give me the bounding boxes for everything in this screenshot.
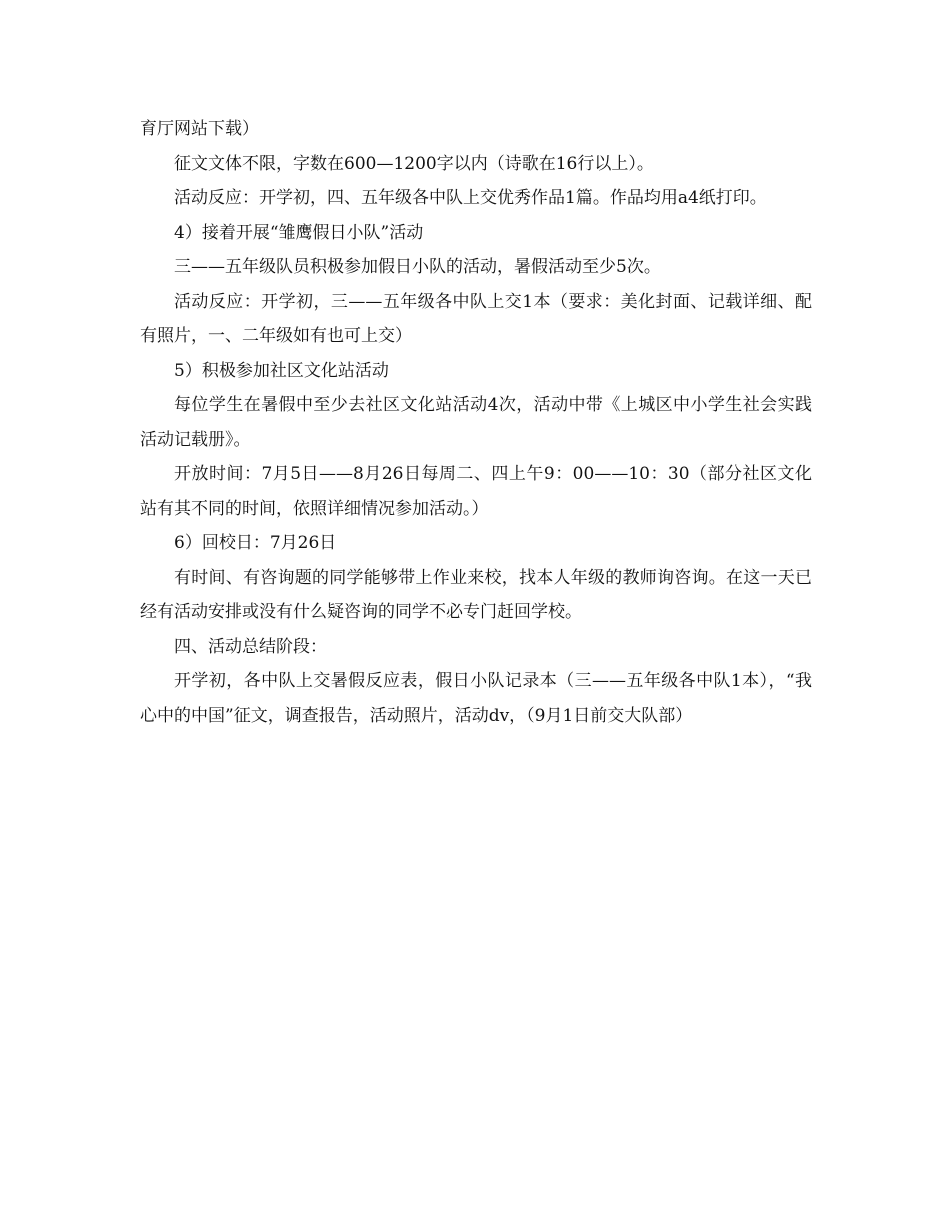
paragraph: 每位学生在暑假中至少去社区文化站活动4次，活动中带《上城区中小学生社会实践活动记载册》。 [140, 395, 812, 450]
section-heading: 四、活动总结阶段： [174, 636, 327, 657]
paragraph: 活动反应：开学初，三——五年级各中队上交1本（要求：美化封面、记载详细、配有照片，一、二年级如有也可上交） [140, 291, 812, 346]
paragraph: 三——五年级队员积极参加假日小队的活动，暑假活动至少5次。 [174, 257, 661, 277]
paragraph: 有时间、有咨询题的同学能够带上作业来校，找本人年级的教师询咨询。在这一天已经有活动安排或没有什么疑咨询的同学不必专门赶回学校。 [140, 567, 812, 622]
section-heading: 6）回校日：7月26日 [174, 533, 337, 553]
section-heading: 4）接着开展“雏鹰假日小队”活动 [174, 222, 424, 243]
paragraph: 征文文体不限，字数在600—1200字以内（诗歌在16行以上）。 [174, 153, 654, 174]
document-body [140, 112, 812, 733]
paragraph: 育厅网站下载） [140, 119, 259, 139]
paragraph: 开学初，各中队上交暑假反应表，假日小队记录本（三——五年级各中队1本），“我心中的中国”征文，调查报告，活动照片，活动dv，（9月1日前交大队部） [140, 671, 812, 726]
paragraph: 活动反应：开学初，四、五年级各中队上交优秀作品1篇。作品均用a4纸打印。 [174, 188, 767, 208]
paragraph: 开放时间：7月5日——8月26日每周二、四上午9：00——10：30（部分社区文化站有其不同的时间，依照详细情况参加活动。） [140, 464, 812, 519]
section-heading: 5）积极参加社区文化站活动 [174, 360, 389, 381]
